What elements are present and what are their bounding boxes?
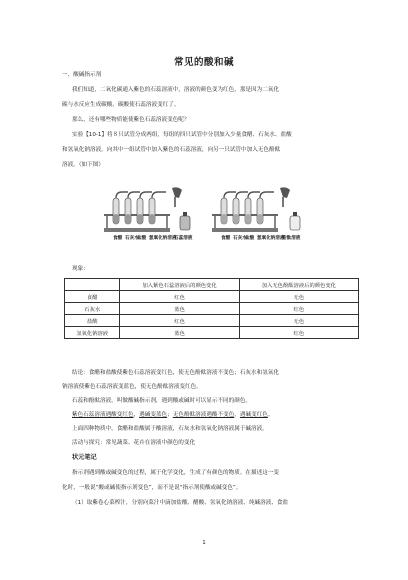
table-cell: 红色	[239, 303, 358, 315]
paragraph-line: 溶液。（如下图）	[62, 162, 104, 168]
table-cell: 无色	[239, 315, 358, 327]
paragraph-line: 钠溶液使紫色石蕊溶液变蓝色，使无色酚酞溶液变红色。	[62, 384, 202, 390]
table-cell: 石灰水	[65, 303, 120, 315]
rule-text: 无色酚酞溶液遇酸不变色	[172, 412, 235, 418]
table-row	[65, 327, 359, 339]
notes-heading: 状元笔记	[72, 454, 97, 461]
table-row	[65, 291, 359, 303]
tube-label: 食醋	[113, 236, 123, 241]
rule-text: 紫色石蕊溶液遇酸变红色	[72, 412, 134, 418]
paragraph-line: 指示剂遇到酸或碱变色的过程，属于化学变化，生成了有颜色的物质。在描述这一变	[72, 470, 279, 476]
paragraph-line: 实验【10-1】将８只试管分成两组，每组的四只试管中分别加入少量食醋、石灰水、盐酸	[72, 132, 292, 138]
section-heading: 一、酸碱指示剂	[62, 72, 102, 78]
figure-caption: 酚酞溶液	[282, 236, 301, 241]
phenolphthalein-bottle	[290, 212, 300, 230]
paragraph-line: 上面四种物质中，食醋和盐酸属于酸溶液，石灰水和氢氧化钠溶液属于碱溶液。	[72, 426, 268, 432]
tube-label: 石灰水	[233, 236, 247, 241]
table-header-cell: 加入无色酚酞溶液后的颜色变化	[239, 279, 358, 291]
paragraph-line: 结论：食醋和盐酸使紫色石蕊溶液变红色，使无色酚酞溶液不变色；石灰水和氢氧化	[72, 370, 279, 376]
tube-label: 盐酸	[245, 236, 255, 241]
table-cell: 红色	[120, 315, 239, 327]
table-cell: 红色	[239, 327, 358, 339]
indicator-rule-line: 紫色石蕊溶液遇酸变红色，遇碱变蓝色；无色酚酞溶液遇酸不变色，遇碱变红色。	[72, 412, 274, 418]
table-cell: 盐酸	[65, 315, 120, 327]
litmus-bottle	[180, 212, 190, 230]
table-cell: 食醋	[65, 291, 120, 303]
table-cell: 蓝色	[120, 303, 239, 315]
page-number: 1	[202, 540, 206, 546]
paragraph-line: 石蕊和酚酞溶液，叫做酸碱指示剂，遇到酸或碱时可以显示不同的颜色。	[72, 398, 252, 404]
tube-label: 食醋	[221, 236, 231, 241]
table-row	[65, 315, 359, 327]
paragraph-line: （1）取紫卷心菜榨汁，分别向菜汁中滴加盐酸、醋酸、氢氧化钠溶液、纯碱溶液、食盐	[72, 500, 289, 506]
table-cell: 红色	[120, 291, 239, 303]
right-dropper	[280, 187, 290, 207]
tube-label: 氢氧化钠溶液	[149, 236, 177, 241]
rule-text: 遇碱变红色	[239, 412, 268, 418]
paragraph-line: 我们知道，二氧化碳通入紫色的石蕊溶液中，溶液的颜色变为红色，那是因为二氧化	[72, 87, 279, 93]
tube-label: 氢氧化钠溶液	[257, 236, 285, 241]
right-test-tube-rack	[212, 192, 278, 232]
paragraph-line: 活动与探究：常见蔬菜、花卉在溶液中颜色的变化	[72, 440, 196, 446]
experiment-figure	[100, 184, 310, 254]
rule-text: 遇碱变蓝色	[139, 412, 168, 418]
observation-table	[64, 278, 359, 339]
left-dropper	[172, 187, 182, 207]
paragraph-line: 和氢氧化钠溶液，向其中一组试管中加入紫色的石蕊溶液，向另一只试管中加入无色酚酞	[62, 147, 281, 153]
observation-label: 现象：	[72, 266, 89, 272]
table-cell: 蓝色	[120, 327, 239, 339]
table-cell: 氢氧化钠溶液	[65, 327, 120, 339]
table-header-row	[65, 279, 359, 291]
table-header-cell: 加入紫色石蕊溶液后的颜色变化	[120, 279, 239, 291]
left-test-tube-rack	[104, 192, 170, 232]
table-row	[65, 303, 359, 315]
paragraph-line: 那么，还有哪些物质能使紫色石蕊溶液变色呢？	[72, 117, 190, 123]
paragraph-line: 碳与水反应生成碳酸，碳酸使石蕊溶液变红了。	[62, 102, 180, 108]
page-title: 常见的酸和碱	[173, 57, 234, 68]
tube-label: 石灰水	[125, 236, 139, 241]
table-header-cell	[65, 279, 120, 291]
figure-caption: 石蕊溶液	[174, 236, 193, 241]
table-cell: 无色	[239, 291, 358, 303]
paragraph-line: 化时，一般说“酸或碱使指示剂变色”，而不是说“指示剂使酸或碱变色”。	[62, 485, 242, 491]
tube-label: 盐酸	[137, 236, 147, 241]
